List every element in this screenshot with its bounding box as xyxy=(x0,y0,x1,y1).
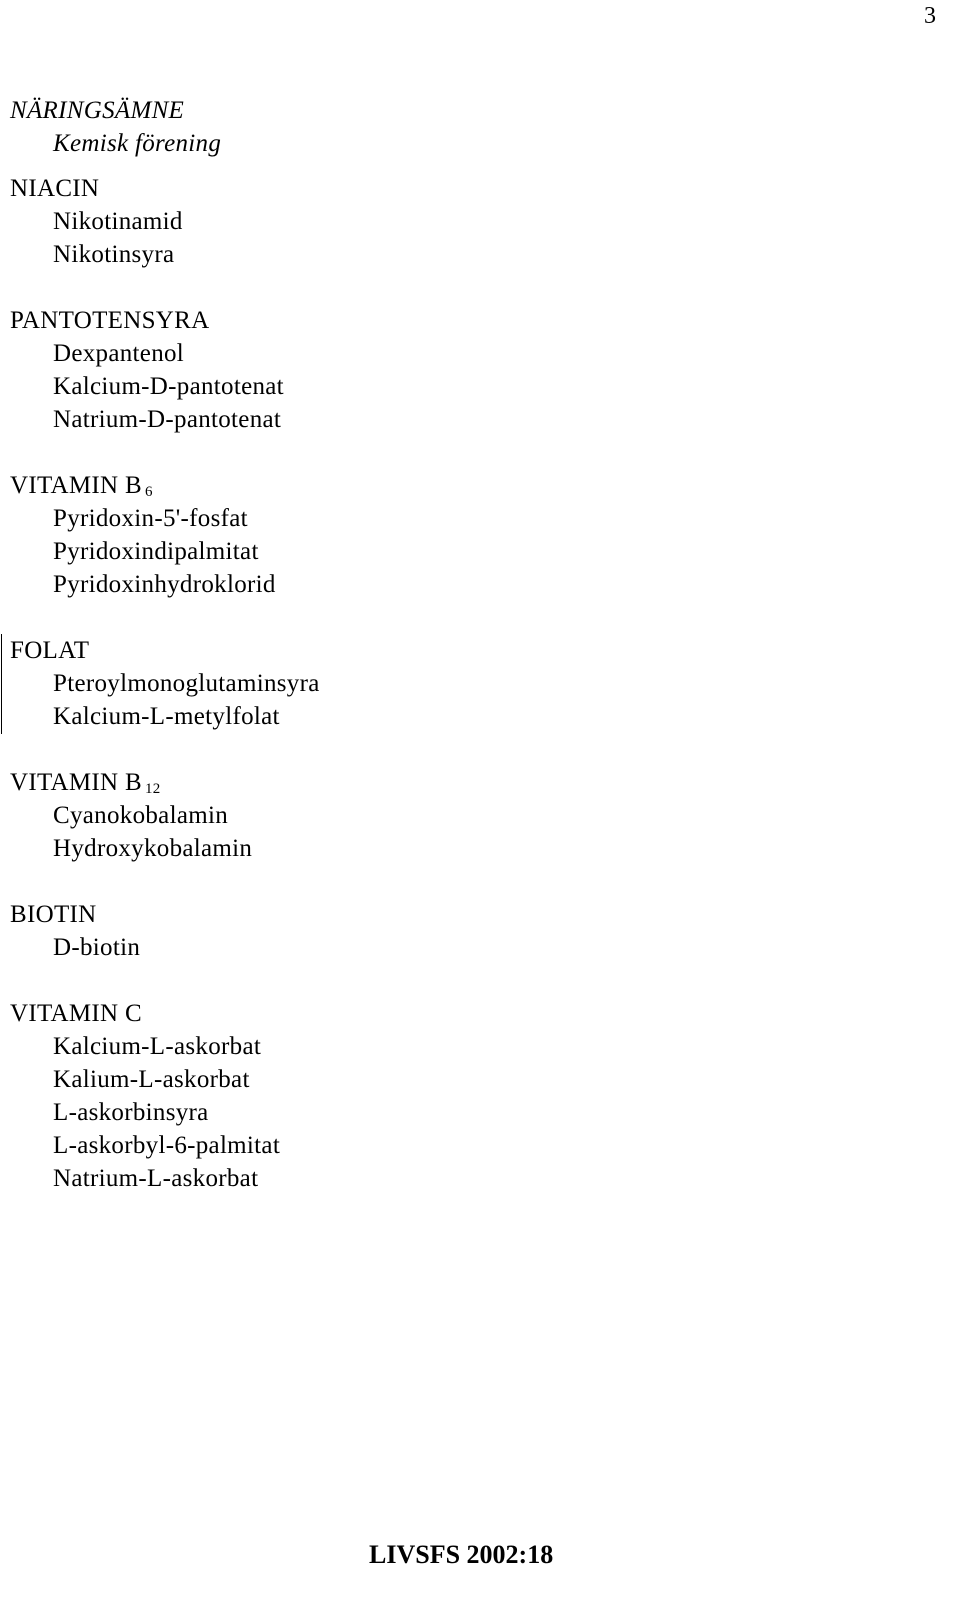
compound-name: Pteroylmonoglutaminsyra xyxy=(53,670,320,697)
compound-name: Kalcium-L-metylfolat xyxy=(53,703,280,730)
nutrient-name: PANTOTENSYRA xyxy=(10,307,210,334)
nutrient-subscript: 6 xyxy=(144,484,153,500)
group-folat xyxy=(10,634,910,733)
nutrient-name: NIACIN xyxy=(10,175,100,202)
group-pantotensyra xyxy=(10,304,910,436)
compound-name: L-askorbyl-6-palmitat xyxy=(53,1132,281,1159)
nutrient-subscript: 12 xyxy=(144,781,161,797)
compound-name: Pyridoxin-5'-fosfat xyxy=(53,505,248,532)
compound-name: Dexpantenol xyxy=(53,340,185,367)
compound-name: D-biotin xyxy=(53,934,141,961)
nutrient-name: VITAMIN C xyxy=(10,1000,142,1027)
compound-name: Natrium-D-pantotenat xyxy=(53,406,282,433)
compound-name: Nikotinamid xyxy=(53,208,183,235)
compound-name: Pyridoxinhydroklorid xyxy=(53,571,276,598)
page-number: 3 xyxy=(924,3,936,29)
compound-name: L-askorbinsyra xyxy=(53,1099,209,1126)
compound-name: Kalium-L-askorbat xyxy=(53,1066,250,1093)
compound-name: Cyanokobalamin xyxy=(53,802,229,829)
compound-name: Kalcium-L-askorbat xyxy=(53,1033,262,1060)
document-reference: LIVSFS 2002:18 xyxy=(369,1540,554,1569)
nutrient-name xyxy=(10,469,910,502)
nutrient-name: FOLAT xyxy=(10,637,90,664)
nutrient-column-heading: NÄRINGSÄMNE xyxy=(10,97,185,124)
group-vitamin-c xyxy=(10,997,910,1195)
compound-name: Kalcium-D-pantotenat xyxy=(53,373,284,400)
group-niacin xyxy=(10,172,910,271)
compound-name: Natrium-L-askorbat xyxy=(53,1165,259,1192)
compound-name: Nikotinsyra xyxy=(53,241,175,268)
nutrient-name xyxy=(10,766,910,799)
group-vitamin-b12 xyxy=(10,766,910,865)
group-vitamin-b6 xyxy=(10,469,910,601)
compound-column-heading: Kemisk förening xyxy=(53,130,222,157)
compound-name: Pyridoxindipalmitat xyxy=(53,538,259,565)
group-biotin xyxy=(10,898,910,964)
revision-change-bar xyxy=(1,634,2,734)
nutrient-name-text: VITAMIN B xyxy=(10,769,142,796)
nutrient-name: BIOTIN xyxy=(10,901,97,928)
nutrient-list xyxy=(10,94,910,1195)
compound-name: Hydroxykobalamin xyxy=(53,835,253,862)
nutrient-name-text: VITAMIN B xyxy=(10,472,142,499)
